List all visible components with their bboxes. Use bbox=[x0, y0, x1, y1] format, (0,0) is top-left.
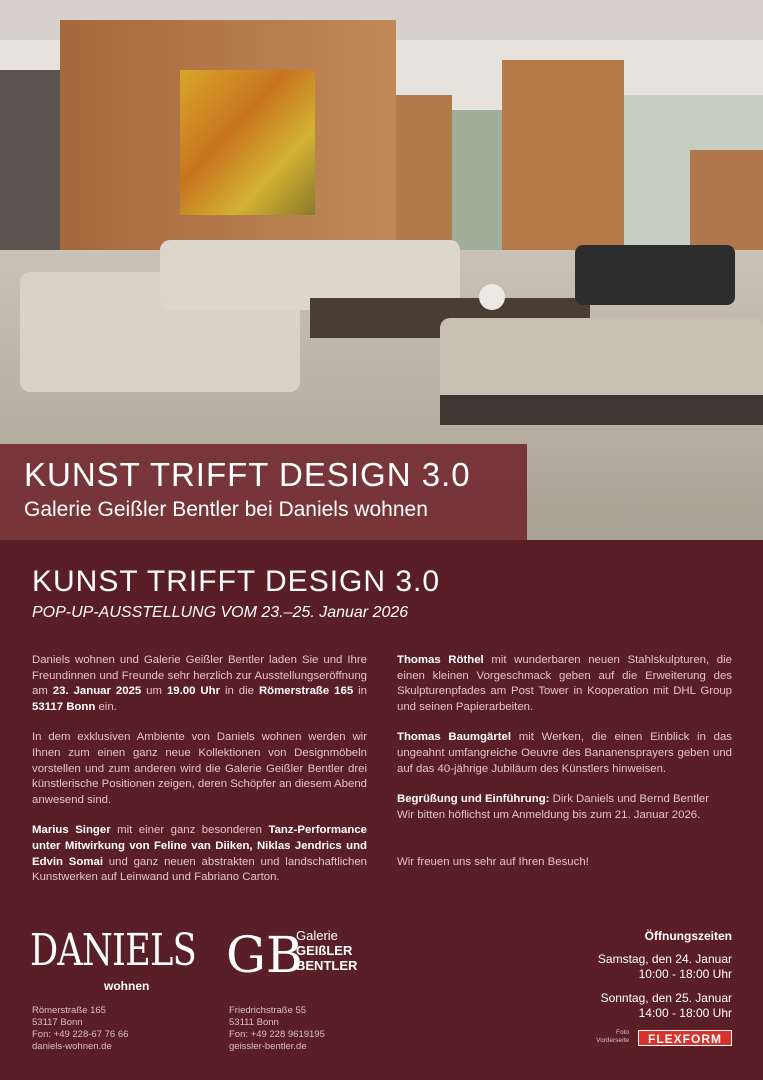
photo-credit-label bbox=[587, 1029, 629, 1045]
artist-roethel-paragraph: Thomas Röthel mit wunderbaren neuen Stahlskulpturen, die einen kleinen Vorgeschmack geben auf die Erweiterung des Skulpturenpfades am Post Tower in Kooperation mit DHL Group und seinen Papierarbeiten. bbox=[397, 654, 732, 713]
opening-day1: Samstag, den 24. Januar bbox=[597, 952, 732, 966]
gallery-web-link[interactable]: geissler-bentler.de bbox=[229, 1041, 307, 1052]
opening-time1: 10:00 - 18:00 Uhr bbox=[638, 967, 732, 981]
gallery-phone: Fon: +49 228 9619195 bbox=[229, 1029, 325, 1040]
gallery-city: 53111 Bonn bbox=[229, 1017, 279, 1028]
hero-subtitle: Galerie Geißler Bentler bei Daniels wohnen bbox=[24, 498, 428, 521]
gallery-street: Friedrichstraße 55 bbox=[229, 1005, 307, 1016]
daniels-logo: DANIELS bbox=[30, 925, 196, 976]
daniels-street: Römerstraße 165 bbox=[32, 1005, 106, 1016]
artist-baumgaertel-paragraph: Thomas Baumgärtel mit Werken, die einen Einblick in das ungeahnt umfangreiche Oeuvre des Bananensprayers geben und auf das 40-jährige Jubiläum des Künstlers hinweisen. bbox=[397, 731, 732, 775]
gb-logo-icon bbox=[226, 926, 303, 984]
closing-line: Wir freuen uns sehr auf Ihren Besuch! bbox=[397, 856, 589, 869]
opening-time2: 14:00 - 18:00 Uhr bbox=[638, 1006, 732, 1020]
daniels-city: 53117 Bonn bbox=[32, 1017, 83, 1028]
left-column bbox=[32, 653, 367, 901]
page-heading: KUNST TRIFFT DESIGN 3.0 bbox=[32, 565, 441, 598]
opening-hours bbox=[598, 929, 732, 1021]
exhibition-dates: POP-UP-AUSSTELLUNG VOM 23.–25. Januar 2026 bbox=[32, 604, 409, 621]
hero-title: KUNST TRIFFT DESIGN 3.0 bbox=[24, 456, 471, 493]
opening-hours-title: Öffnungszeiten bbox=[644, 929, 732, 943]
gallery-logo-text bbox=[296, 928, 357, 973]
photo-credit-line2: Vorderseite bbox=[596, 1037, 629, 1044]
gallery-address bbox=[229, 1005, 325, 1053]
welcome-paragraph: Begrüßung und Einführung: Dirk Daniels und Bernd Bentler Wir bitten höflichst um Anmeldung bis zum 21. Januar 2026. bbox=[397, 793, 710, 821]
daniels-address bbox=[32, 1005, 128, 1053]
flexform-logo: FLEXFORM bbox=[638, 1030, 732, 1046]
right-column bbox=[397, 653, 732, 886]
gallery-logo-line3: BENTLER bbox=[296, 958, 358, 973]
daniels-logo-sub: wohnen bbox=[104, 979, 150, 993]
gallery-logo-line1: Galerie bbox=[296, 928, 338, 943]
daniels-web-link[interactable]: daniels-wohnen.de bbox=[32, 1041, 112, 1052]
artist-singer-paragraph: Marius Singer mit einer ganz besonderen Tanz-Performance unter Mitwirkung von Feline van Diiken, Niklas Jendrics und Edvin Somai und ganz neuen abstrakten und landschaftlichen Kunstwerken auf Leinwand und Fabriano Carton. bbox=[32, 824, 367, 884]
invitation-paragraph: Daniels wohnen und Galerie Geißler Bentler laden Sie und Ihre Freundinnen und Freunde sehr herzlich zur Ausstellungseröffnung am 23. Januar 2025 um 19.00 Uhr in die Römerstraße 165 in 53117 Bonn ein. bbox=[32, 654, 368, 713]
opening-day2: Sonntag, den 25. Januar bbox=[600, 991, 732, 1005]
gallery-logo-line2: GEIßLER bbox=[296, 943, 353, 958]
photo-credit-line1: Foto bbox=[615, 1029, 629, 1036]
gb-logo-mark: GB bbox=[226, 926, 303, 984]
daniels-phone: Fon: +49 228-67 76 66 bbox=[32, 1029, 129, 1040]
ambiente-paragraph: In dem exklusiven Ambiente von Daniels wohnen werden wir Ihnen zum einen ganz neue Kollektionen von Designmöbeln vorstellen und zum anderen wird die Galerie Geißler Bentler drei künstlerische Positionen zeigen, deren Schöpfer an diesem Abend anwesend sind. bbox=[32, 731, 367, 806]
